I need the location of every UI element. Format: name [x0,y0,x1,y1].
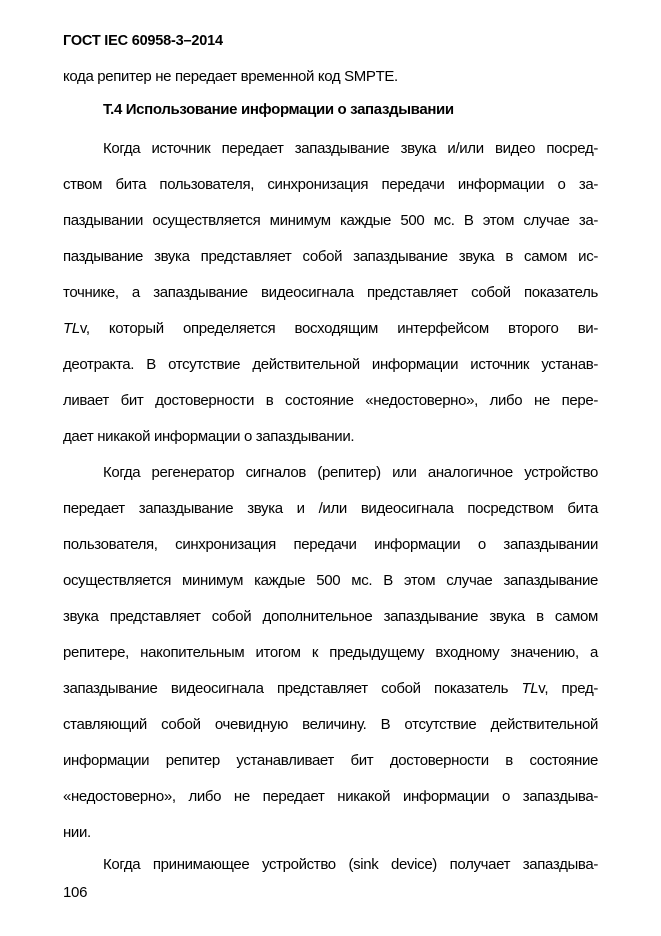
text-line: репитере, накопительным итогом к предыдущему входному значению, а [63,644,598,661]
text-line: Когда регенератор сигналов (репитер) или аналогичное устройство [103,464,598,481]
text-line: деотракта. В отсутствие действительной информации источник устанав- [63,356,598,373]
document-header: ГОСТ IEC 60958-3–2014 [63,33,223,49]
page-number: 106 [63,884,88,901]
text-line: нии. [63,824,91,841]
text-line: ливает бит достоверности в состояние «недостоверно», либо не пере- [63,392,598,409]
section-heading: Т.4 Использование информации о запаздывании [103,101,454,118]
text-line: пользователя, синхронизация передачи информации о запаздывании [63,536,598,553]
text-line: Когда источник передает запаздывание звука и/или видео посред- [103,140,598,157]
text-line: TLv, который определяется восходящим интерфейсом второго ви- [63,320,598,337]
text-line: Когда принимающее устройство (sink device) получает запаздыва- [103,856,598,873]
text-line: звука представляет собой дополнительное запаздывание звука в самом [63,608,598,625]
text-line: кода репитер не передает временной код SMPTE. [63,68,398,85]
text-line: паздывание звука представляет собой запаздывание звука в самом ис- [63,248,598,265]
text-line: запаздывание видеосигнала представляет собой показатель TLv, пред- [63,680,599,697]
text-line: паздывании осуществляется минимум каждые 500 мс. В этом случае за- [63,212,598,229]
text-line: ством бита пользователя, синхронизация передачи информации о за- [63,176,598,193]
text-line: точнике, а запаздывание видеосигнала представляет собой показатель [63,284,598,301]
text-line: ставляющий собой очевидную величину. В отсутствие действительной [63,716,598,733]
text-line: осуществляется минимум каждые 500 мс. В этом случае запаздывание [63,572,598,589]
text-line: дает никакой информации о запаздывании. [63,428,355,445]
text-line: «недостоверно», либо не передает никакой информации о запаздыва- [63,788,598,805]
text-line: передает запаздывание звука и /или видеосигнала посредством бита [63,500,598,517]
text-line: информации репитер устанавливает бит достоверности в состояние [63,752,598,769]
